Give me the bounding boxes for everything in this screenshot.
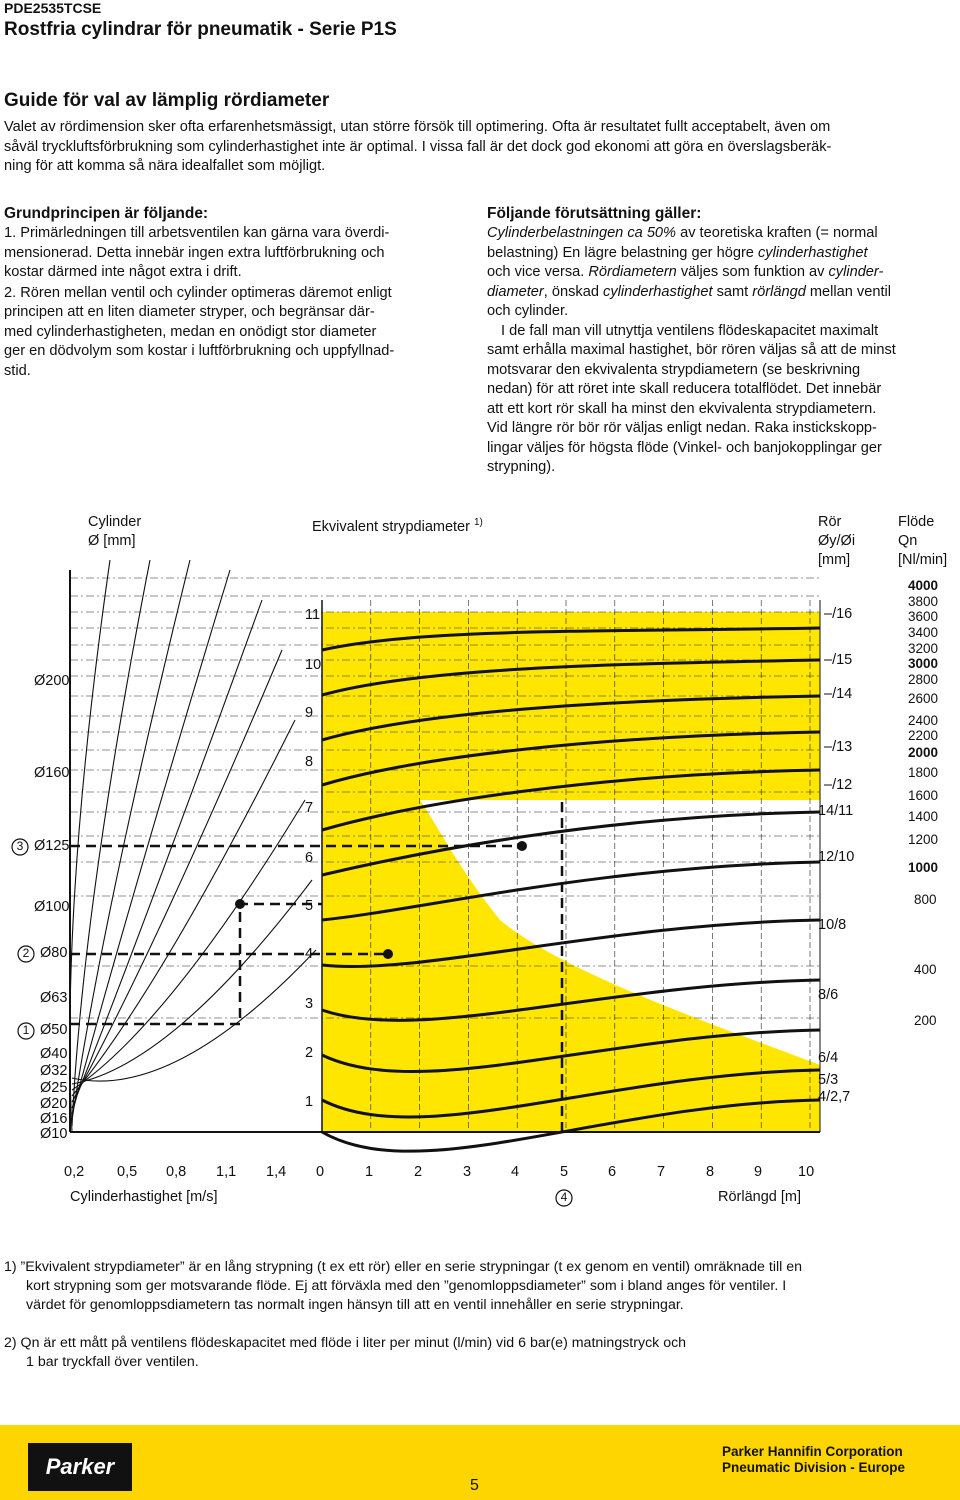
- tube-size: 6/4: [818, 1050, 839, 1066]
- flow-value: 1200: [908, 832, 939, 847]
- speed-curve: [72, 650, 282, 1102]
- flow-value: 2200: [908, 728, 939, 743]
- speed-tick: 0,8: [166, 1164, 187, 1180]
- tube-size: 14/11: [818, 803, 854, 819]
- page-title: Rostfria cylindrar för pneumatik - Serie P1S: [4, 19, 397, 40]
- condition-line: Vid längre rör bör rör väljas enligt nedan. Raka instickskopp-: [487, 420, 877, 436]
- flow-value: 2000: [908, 745, 939, 760]
- principle-line: ger en dödvolym som kostar i luftförbrukning och uppfyllnad-: [4, 343, 395, 359]
- flow-value: 1800: [908, 765, 939, 780]
- tube-size: –/14: [824, 686, 853, 702]
- parker-logo: Parker: [28, 1443, 132, 1491]
- condition-line: lingar väljes för högsta flöde (Vinkel- och banjokopplingar ger: [487, 439, 882, 456]
- tube-size: –/12: [824, 777, 853, 793]
- speed-curve: [72, 800, 305, 1090]
- flow-value: 1600: [908, 788, 939, 803]
- length-axis-label: Rörlängd [m]: [718, 1189, 802, 1205]
- tube-unit-od: Øy/Øi: [818, 533, 856, 549]
- ekv-value: 2: [305, 1045, 314, 1061]
- flow-value: 2400: [908, 713, 939, 728]
- flow-value: 200: [914, 1013, 937, 1028]
- flow-value: 3000: [908, 656, 939, 671]
- flow-unit-qn: Qn: [898, 533, 918, 549]
- principle-line: stid.: [4, 362, 31, 379]
- cyl-label: Ø16: [40, 1111, 68, 1127]
- tube-size: –/13: [824, 739, 853, 755]
- principle-line: 2. Rören mellan ventil och cylinder optimeras däremot enligt: [4, 284, 392, 301]
- flow-value: 3600: [908, 609, 939, 624]
- cyl-label: Ø10: [40, 1126, 68, 1142]
- tube-size: 4/2,7: [818, 1089, 851, 1105]
- length-tick: 6: [608, 1164, 617, 1180]
- length-tick: 10: [798, 1164, 815, 1180]
- cyl-label: Ø80: [40, 945, 68, 961]
- cyl-label: Ø40: [40, 1046, 68, 1062]
- equivalent-header: Ekvivalent strypdiameter $^{1)}$: [312, 517, 483, 535]
- condition-text: Cylinderbelastningen ca 50% av teoretiska kraften (= normal belastning) En lägre belastning ger högre cylinderhastighet och vice versa. Rördiametern väljes som funktion av cylinder- diameter, önskad cylinderhastighet samt rörlängd mellan ventil och cylinder. I de fall man vill utnyttja ventilens flödeskapacitet maximalt samt erhålla maximal hastighet, bör rören väljas så att de minst motsvarar den ekvivalenta strypdiametern (se beskrivning nedan) för att röret inte skall reducera totalflödet. Det innebär att ett kort rör skall ha minst den ekvivalenta strypdiametern. Vid längre rör bör rör väljas enligt nedan. Raka instickskopp- lingar väljes för högsta flöde (Vinkel- och banjokopplingar ger strypning).: [487, 224, 957, 478]
- cyl-label: Ø160: [34, 765, 70, 781]
- speed-tick: 0,2: [64, 1164, 85, 1180]
- flow-value: 400: [914, 962, 937, 977]
- tube-size: 12/10: [818, 849, 855, 865]
- condition-line: I de fall man vill utnyttja ventilens flödeskapacitet maximalt: [501, 322, 879, 339]
- tube-size: –/15: [824, 652, 853, 668]
- length-tick: 9: [754, 1164, 763, 1180]
- cyl-label: Ø125: [34, 838, 70, 854]
- ekv-value: 9: [305, 705, 314, 721]
- footnote-1: 1) ”Ekvivalent strypdiameter” är en lång strypning (t ex ett rör) eller en serie strypningar (t ex genom en ventil) omräknade till en kort strypning som ger motsvarande flöde. Ej att förväxla med den ”genomloppsdiameter” som i bland anges för ventiler. I värdet för genomloppsdiametern tas normalt ingen hänsyn till att en ventil innehåller en serie strypningar.: [4, 1259, 802, 1313]
- cyl-label: Ø200: [34, 673, 70, 689]
- principle-heading: Grundprincipen är följande:: [4, 205, 209, 222]
- flow-unit-nl: [Nl/min]: [898, 552, 948, 568]
- flow-value: 3800: [908, 594, 939, 609]
- length-tick: 4: [511, 1164, 520, 1180]
- speed-tick: 1,4: [266, 1164, 287, 1180]
- ekv-value: 7: [305, 800, 314, 816]
- step-marker-2: 2: [22, 946, 30, 960]
- ekv-value: 4: [305, 946, 314, 962]
- doc-code: PDE2535TCSE: [4, 0, 102, 16]
- guide-title: Guide för val av lämplig rördiameter: [4, 90, 330, 111]
- principle-line: 1. Primärledningen till arbetsventilen kan gärna vara överdi-: [4, 225, 390, 241]
- principle-text: [4, 224, 474, 381]
- condition-heading: Följande förutsättning gäller:: [487, 205, 702, 222]
- guide-intro: [4, 118, 954, 177]
- speed-tick: 1,1: [216, 1164, 237, 1180]
- length-tick: 0: [316, 1164, 325, 1180]
- condition-line: strypning).: [487, 459, 556, 475]
- ekv-value: 8: [305, 754, 314, 770]
- flow-value: 3400: [908, 625, 939, 640]
- flow-value: 800: [914, 892, 937, 907]
- tube-size: 10/8: [818, 917, 847, 933]
- example-point: [517, 841, 527, 851]
- flow-value: 1000: [908, 860, 939, 875]
- example-point: [383, 949, 393, 959]
- step-marker-1: 1: [22, 1023, 30, 1037]
- flow-value: 1400: [908, 809, 939, 824]
- ekv-value: 5: [305, 898, 314, 914]
- flow-value: 4000: [908, 578, 939, 593]
- flow-header: Flöde: [898, 514, 935, 530]
- length-tick: 3: [463, 1164, 472, 1180]
- tube-selection-nomogram: [0, 500, 960, 1220]
- condition-line: samt erhålla maximal hastighet, bör rören väljas så att de minst: [487, 342, 896, 358]
- ekv-value: 11: [305, 607, 321, 623]
- cyl-label: Ø32: [40, 1063, 68, 1079]
- cyl-label: Ø63: [40, 990, 68, 1006]
- condition-line: nedan) för att röret inte skall reducera totalflödet. Det innebär: [487, 381, 882, 397]
- condition-line: motsvarar den ekvivalenta strypdiametern (se beskrivning: [487, 361, 861, 378]
- cyl-label: Ø20: [40, 1096, 68, 1112]
- ekv-value: 6: [305, 850, 314, 866]
- length-tick: 1: [365, 1164, 374, 1180]
- principle-line: mensionerad. Detta innebär ingen extra luftförbrukning och: [4, 244, 385, 261]
- tube-header: Rör: [818, 514, 842, 530]
- speed-curve: [72, 560, 190, 1120]
- footnote-2: 2) Qn är ett mått på ventilens flödeskapacitet med flöde i liter per minut (l/min) vid 6 bar(e) matningstryck och 1 bar tryckfall över ventilen.: [4, 1335, 687, 1370]
- intro-line: Valet av rördimension sker ofta erfarenhetsmässigt, utan större försök till optimering. Ofta är resultatet fullt acceptabelt, även om: [4, 119, 831, 135]
- cyl-label: Ø50: [40, 1022, 68, 1038]
- condition-line: att ett kort rör skall ha minst den ekvivalenta strypdiametern.: [487, 400, 877, 417]
- cylinder-header: Cylinder: [88, 514, 142, 530]
- flow-value: 2800: [908, 672, 939, 687]
- step-marker-3: 3: [16, 839, 24, 853]
- nomogram-graphics: [0, 500, 960, 1220]
- length-tick: 5: [560, 1164, 569, 1180]
- tube-size: –/16: [824, 606, 853, 622]
- intro-line: såväl tryckluftsförbrukning som cylinderhastighet inte är optimal. I vissa fall är det dock god ekonomi att göra en överslagsberäk-: [4, 138, 832, 155]
- cylinder-unit: Ø [mm]: [88, 533, 136, 549]
- length-tick: 2: [414, 1164, 423, 1180]
- intro-line: ning för att komma så nära idealfallet som möjligt.: [4, 158, 326, 174]
- principle-line: kostar därmed inte något extra i drift.: [4, 264, 242, 280]
- ekv-value: 10: [305, 657, 322, 673]
- principle-line: principen att en liten diameter stryper, och begränsar där-: [4, 304, 375, 320]
- tube-size: 8/6: [818, 987, 839, 1003]
- principle-line: med cylinderhastigheten, medan en onödigt stor diameter: [4, 323, 377, 340]
- corporation-name: Parker Hannifin Corporation Pneumatic Division - Europe: [722, 1444, 906, 1475]
- example-point: [235, 899, 245, 909]
- speed-tick: 0,5: [117, 1164, 138, 1180]
- cyl-label: Ø25: [40, 1080, 68, 1096]
- step-marker-4: 4: [560, 1190, 568, 1204]
- cyl-label: Ø100: [34, 899, 70, 915]
- ekv-value: 3: [305, 996, 314, 1012]
- page-number: 5: [470, 1477, 479, 1494]
- speed-axis-label: Cylinderhastighet [m/s]: [70, 1189, 218, 1205]
- speed-curve: [72, 570, 230, 1114]
- length-tick: 7: [657, 1164, 666, 1180]
- tube-size: 5/3: [818, 1072, 839, 1088]
- ekv-value: 1: [305, 1094, 314, 1110]
- flow-value: 2600: [908, 691, 939, 706]
- flow-value: 3200: [908, 641, 939, 656]
- length-tick: 8: [706, 1164, 715, 1180]
- tube-unit-mm: [mm]: [818, 552, 851, 568]
